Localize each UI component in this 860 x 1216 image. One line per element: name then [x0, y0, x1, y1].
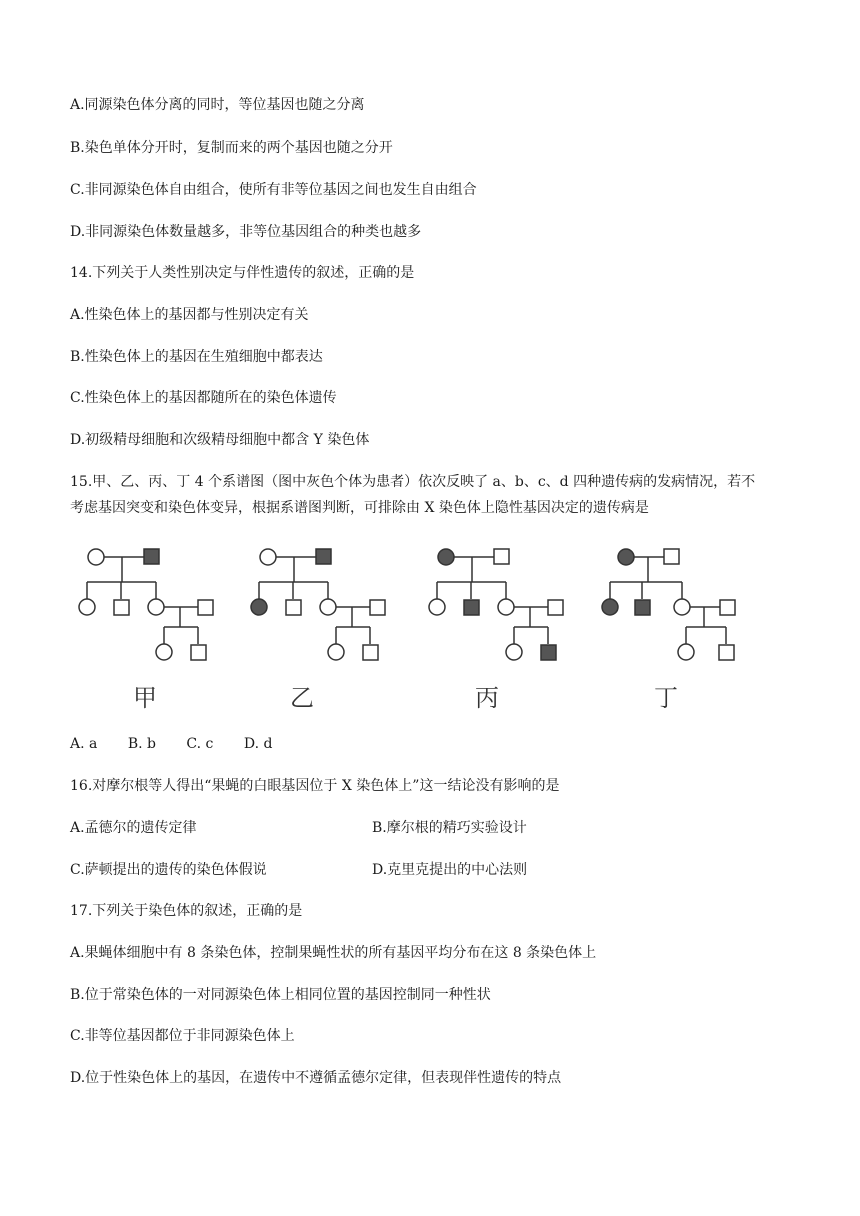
q15-option-d: D. d [243, 736, 273, 752]
q15-option-c: C. c [186, 736, 214, 752]
q15-option-b: B. b [127, 736, 156, 752]
jia-father-affected [144, 549, 159, 564]
q17-stem: 17.下列关于染色体的叙述，正确的是 [70, 903, 303, 919]
q13-option-c: C.非同源染色体自由组合，使所有非等位基因之间也发生自由组合 [70, 182, 477, 198]
pedigree-ding [602, 549, 735, 660]
q16-option-b: B.摩尔根的精巧实验设计 [372, 820, 527, 836]
q14-stem: 14.下列关于人类性别决定与伴性遗传的叙述，正确的是 [70, 265, 415, 281]
q13-option-d: D.非同源染色体数量越多，非等位基因组合的种类也越多 [70, 224, 422, 240]
pedigree-label-ding: 丁 [654, 684, 678, 712]
pedigree-label-jia: 甲 [133, 684, 157, 712]
q14-option-d: D.初级精母细胞和次级精母细胞中都含 Y 染色体 [70, 432, 370, 448]
q17-option-a: A.果蝇体细胞中有 8 条染色体，控制果蝇性状的所有基因平均分布在这 8 条染色体上 [70, 945, 597, 961]
q14-option-a: A.性染色体上的基因都与性别决定有关 [70, 307, 309, 323]
q15-option-a: A. a [70, 736, 98, 752]
q13-option-a: A.同源染色体分离的同时，等位基因也随之分离 [70, 97, 365, 113]
q16-option-a: A.孟德尔的遗传定律 [70, 820, 197, 836]
q13-option-b: B.染色单体分开时，复制而来的两个基因也随之分开 [70, 140, 393, 156]
q15-options [70, 734, 298, 754]
pedigree-label-yi: 乙 [290, 684, 314, 712]
q14-option-b: B.性染色体上的基因在生殖细胞中都表达 [70, 349, 323, 365]
q16-stem: 16.对摩尔根等人得出“果蝇的白眼基因位于 X 染色体上”这一结论没有影响的是 [70, 778, 560, 794]
pedigree-bing [429, 549, 563, 660]
pedigree-jia [79, 549, 213, 660]
q14-option-c: C.性染色体上的基因都随所在的染色体遗传 [70, 390, 337, 406]
pedigree-yi [251, 549, 385, 660]
q16-option-c: C.萨顿提出的遗传的染色体假说 [70, 862, 267, 878]
q17-option-b: B.位于常染色体的一对同源染色体上相同位置的基因控制同一种性状 [70, 987, 491, 1003]
q17-option-d: D.位于性染色体上的基因，在遗传中不遵循孟德尔定律，但表现伴性遗传的特点 [70, 1070, 562, 1086]
pedigree-charts [70, 535, 790, 680]
pedigree-label-bing: 丙 [475, 684, 499, 712]
q15-stem-line1: 15.甲、乙、丙、丁 4 个系谱图（图中灰色个体为患者）依次反映了 a、b、c、d 四种遗传病的发病情况，若不 [70, 474, 756, 490]
jia-mother [88, 549, 104, 565]
q15-stem-line2: 考虑基因突变和染色体变异，根据系谱图判断，可排除由 X 染色体上隐性基因决定的遗传病是 [70, 500, 649, 516]
q17-option-c: C.非等位基因都位于非同源染色体上 [70, 1028, 295, 1044]
pedigree-figure [70, 535, 790, 720]
q16-option-d: D.克里克提出的中心法则 [372, 862, 528, 878]
